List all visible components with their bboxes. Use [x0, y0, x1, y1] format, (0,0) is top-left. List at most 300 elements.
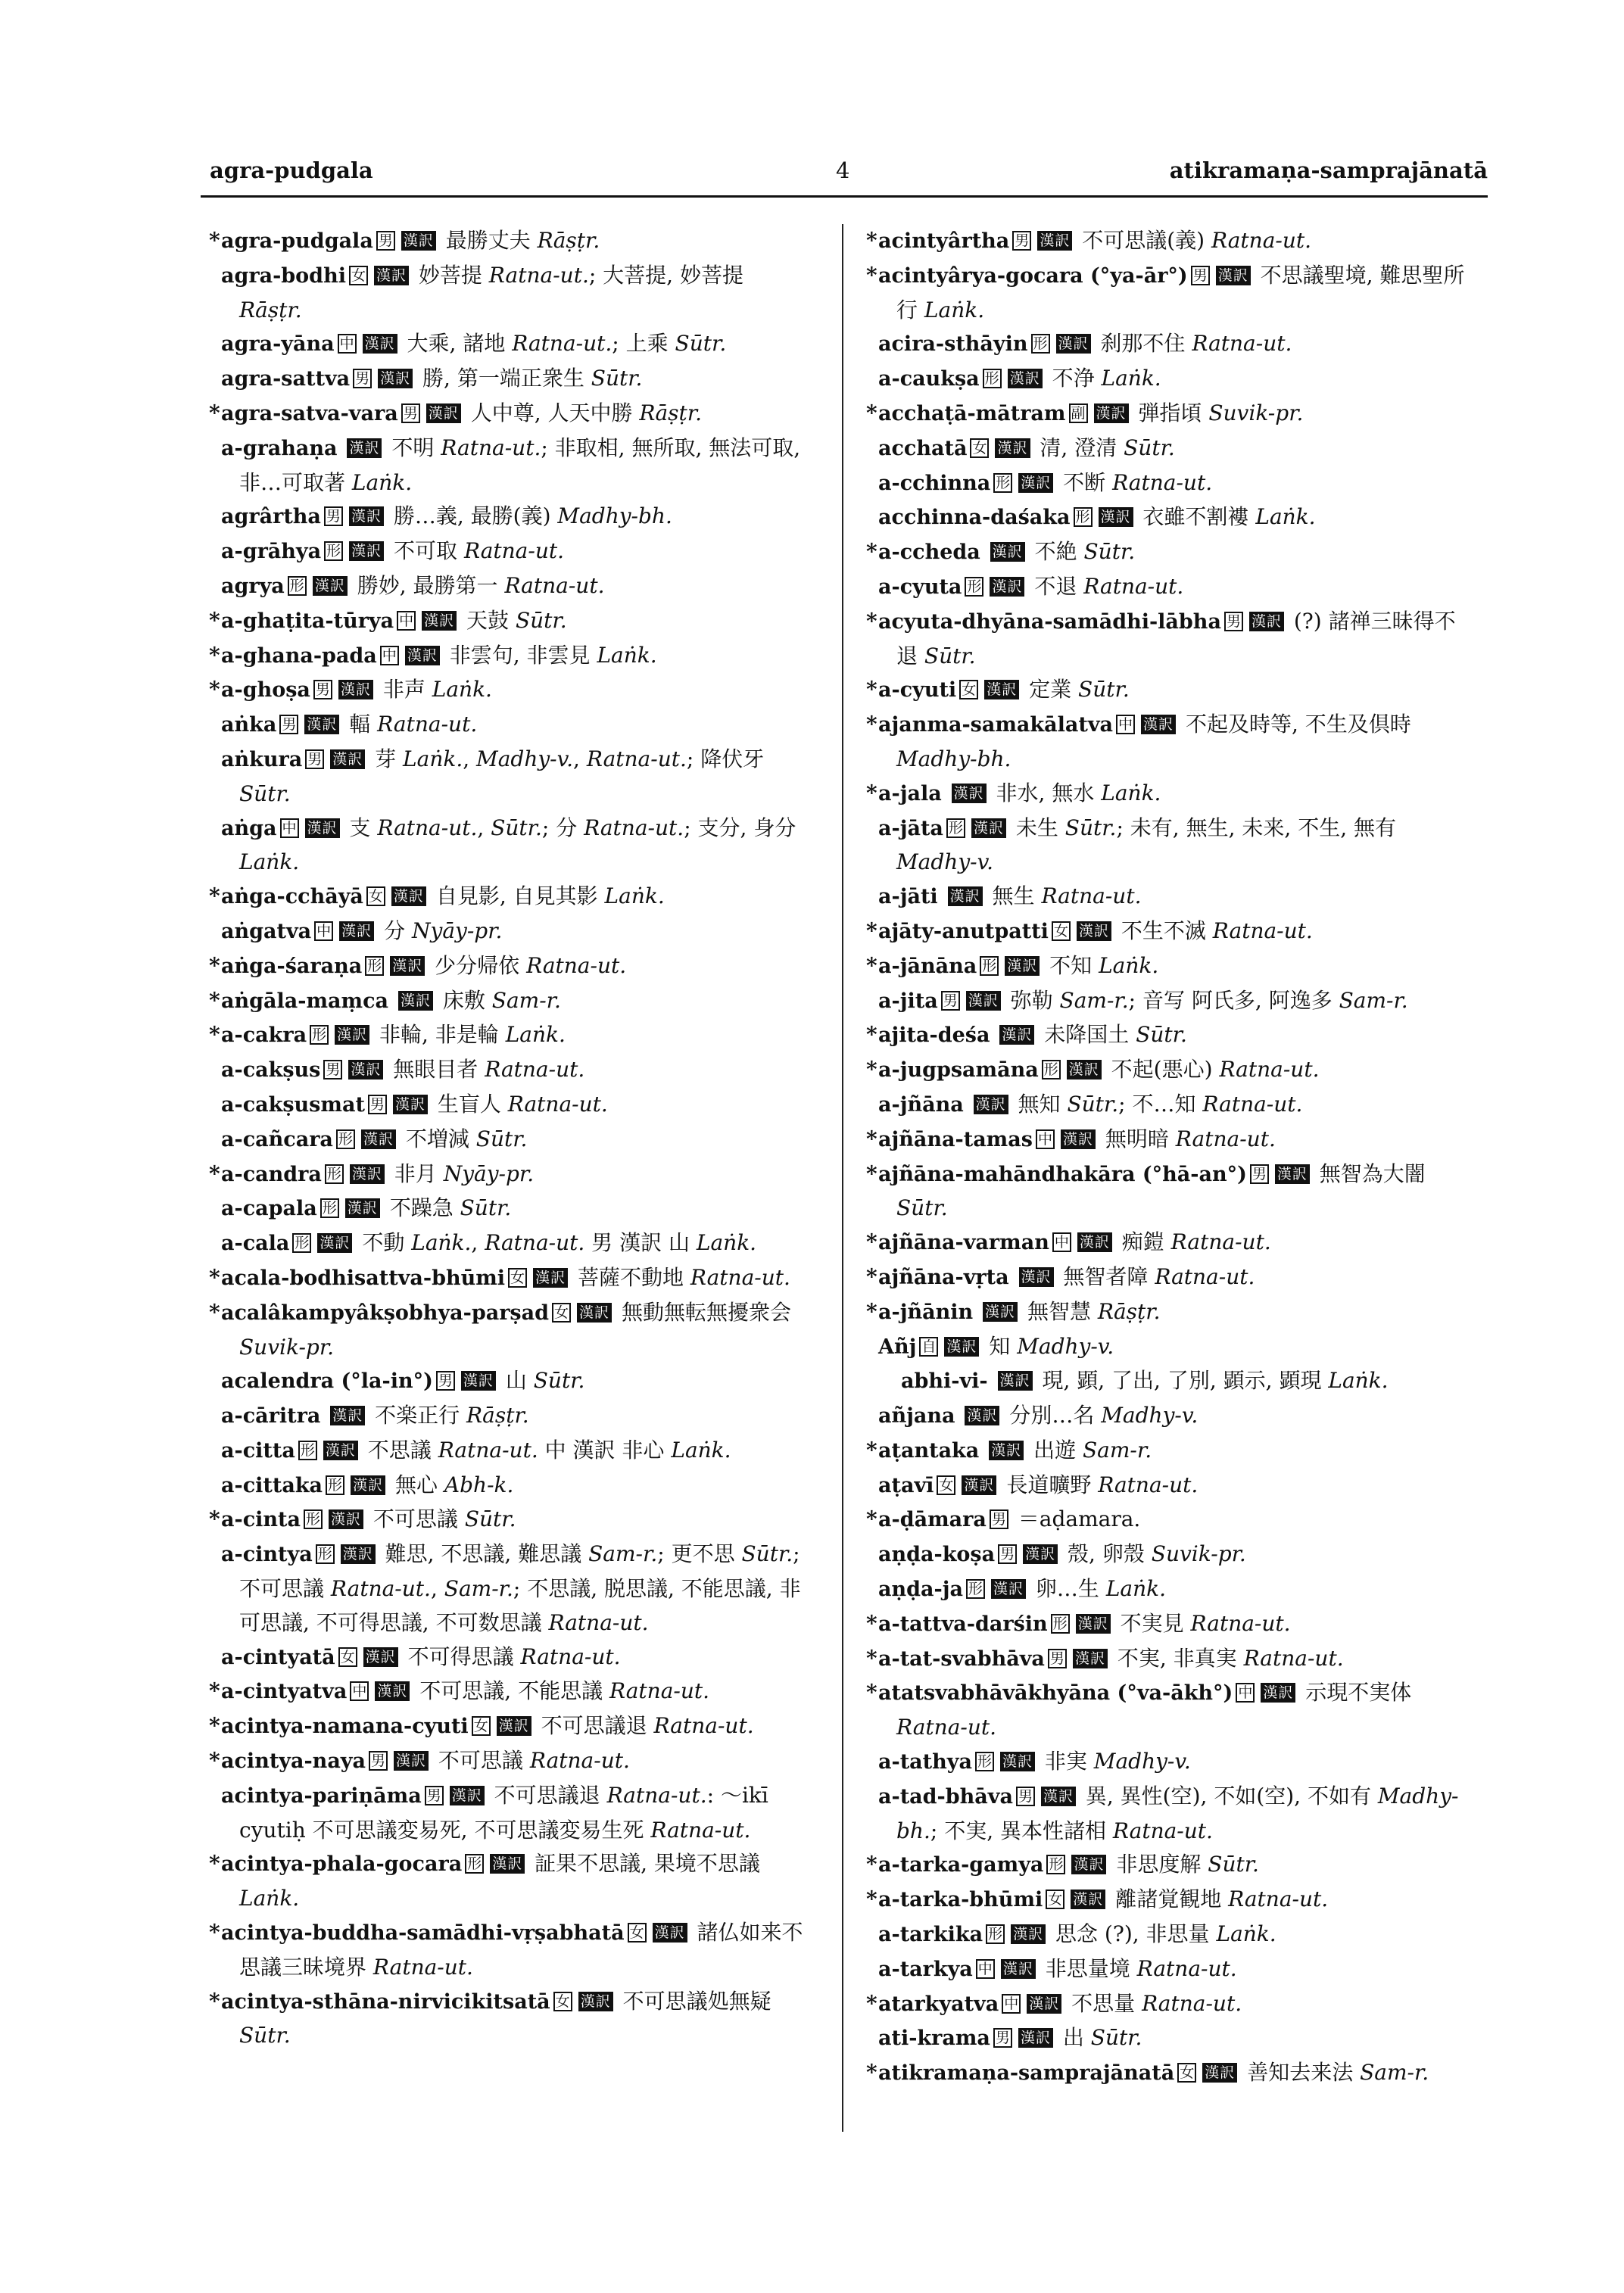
entry-headword: agra-sattva — [221, 367, 351, 391]
translation-tag: 漢訳 — [401, 231, 436, 251]
entry-headword: aṅgāla-maṃca — [221, 989, 389, 1013]
entry-headword: a-ghana-pada — [221, 643, 377, 668]
column-rule — [842, 224, 843, 2132]
dictionary-entry — [198, 1744, 812, 1779]
grammar-tag: 中 — [397, 611, 416, 631]
entry-headword: acintya-phala-gocara — [221, 1852, 463, 1877]
entry-headword: atarkyatva — [878, 1992, 999, 2016]
entry-headword: ajāty-anutpatti — [878, 919, 1049, 943]
entry-headword: aṇḍa-koṣa — [878, 1543, 996, 1567]
entry-definition: 芽 Laṅk., Madhy-v., Ratna-ut.; 降伏牙 Sūtr. — [239, 746, 765, 806]
grammar-tag: 形 — [336, 1129, 355, 1149]
entry-definition: 無生 Ratna-ut. — [985, 883, 1142, 909]
translation-tag: 漢訳 — [962, 1475, 996, 1495]
translation-tag: 漢訳 — [995, 438, 1030, 458]
entry-headword: a-capala — [221, 1197, 317, 1221]
entry-headword: a-cchinna — [878, 471, 991, 495]
entry-headword: acchaṭā-mātram — [878, 401, 1066, 425]
entry-headword: a-tarkya — [878, 1957, 973, 1981]
grammar-tag: 男 — [368, 1095, 387, 1114]
entry-headword: a-tathya — [878, 1750, 972, 1774]
grammar-tag: 形 — [1051, 1614, 1070, 1634]
grammar-tag: 中 — [380, 646, 399, 665]
grammar-tag: 男 — [1012, 231, 1031, 251]
dictionary-entry — [198, 743, 812, 812]
entry-definition: 不躁急 Sūtr. — [382, 1195, 512, 1221]
translation-tag: 漢訳 — [533, 1268, 568, 1288]
entry-definition: 妙菩提 Ratna-ut.; 大菩提, 妙菩提 Rāṣṭr. — [239, 262, 743, 322]
entry-definition: 非実 Madhy-v. — [1037, 1749, 1191, 1774]
translation-tag: 漢訳 — [422, 611, 457, 631]
grammar-tag: 形 — [316, 1544, 335, 1564]
entry-definition: 非思量境 Ratna-ut. — [1038, 1955, 1237, 1981]
entry-definition: 不浄 Laṅk. — [1045, 366, 1161, 391]
translation-tag: 漢訳 — [1275, 1164, 1310, 1184]
grammar-tag: 中 — [1236, 1683, 1255, 1703]
entry-definition: 善知去来法 Sam-r. — [1240, 2060, 1429, 2086]
dictionary-entry — [198, 1296, 812, 1365]
grammar-tag: 女 — [1052, 921, 1071, 941]
translation-tag: 漢訳 — [999, 1025, 1034, 1045]
grammar-tag: 形 — [983, 369, 1002, 388]
entry-definition: 知 Madhy-v. — [982, 1333, 1114, 1359]
entry-headword: Añj — [878, 1335, 917, 1359]
grammar-tag: 男 — [401, 403, 420, 423]
entry-asterisk: * — [866, 918, 877, 943]
dictionary-entry — [856, 1918, 1469, 1952]
entry-headword: a-jala — [878, 781, 942, 805]
translation-tag: 漢訳 — [1094, 403, 1129, 423]
entry-definition: 勝…義, 最勝(義) Madhy-bh. — [386, 503, 672, 529]
grammar-tag: 形 — [993, 473, 1012, 493]
translation-tag: 漢訳 — [578, 1992, 613, 2011]
entry-asterisk: * — [866, 1610, 877, 1636]
grammar-tag: 中 — [1002, 1994, 1021, 2014]
dictionary-entry — [198, 362, 812, 397]
entry-asterisk: * — [866, 400, 877, 425]
grammar-tag: 男 — [279, 715, 298, 734]
grammar-tag: 形 — [310, 1025, 329, 1045]
entry-definition: 少分帰依 Ratna-ut. — [428, 952, 627, 978]
grammar-tag: 女 — [937, 1475, 955, 1495]
entry-asterisk: * — [866, 1263, 877, 1289]
entry-definition: 不可思議 Sūtr. — [366, 1506, 516, 1532]
entry-definition: 分 Nyāy-pr. — [377, 918, 503, 943]
dictionary-entry — [198, 1123, 812, 1157]
dictionary-entry — [198, 1018, 812, 1053]
entry-definition: 人中尊, 人天中勝 Rāṣṭr. — [463, 400, 703, 425]
grammar-tag: 男 — [436, 1371, 455, 1391]
grammar-tag: 女 — [959, 680, 978, 699]
entry-asterisk: * — [209, 1506, 220, 1532]
entry-definition: 不可思議処無疑 Sūtr. — [239, 1988, 771, 2048]
entry-asterisk: * — [209, 400, 220, 425]
entry-headword: a-cakṣusmat — [221, 1092, 365, 1117]
entry-definition: 不可思議退 Ratna-ut. — [534, 1713, 754, 1739]
entry-definition: 非思度解 Sūtr. — [1109, 1852, 1259, 1877]
translation-tag: 漢訳 — [304, 715, 339, 734]
entry-asterisk: * — [866, 1057, 877, 1083]
grammar-tag: 男 — [998, 1544, 1017, 1564]
dictionary-entry — [198, 569, 812, 604]
entry-definition: 不可思議, 不能思議 Ratna-ut. — [413, 1678, 710, 1704]
translation-tag: 漢訳 — [349, 506, 384, 526]
translation-tag: 漢訳 — [971, 818, 1006, 838]
entry-headword: aṅka — [221, 713, 277, 737]
grammar-tag: 女 — [1046, 1890, 1064, 1909]
entry-headword: agra-yāna — [221, 332, 335, 357]
entry-definition: 勝, 第一端正衆生 Sūtr. — [416, 366, 643, 391]
entry-headword: abhi-vi- — [901, 1369, 988, 1394]
translation-tag: 漢訳 — [1249, 612, 1284, 631]
translation-tag: 漢訳 — [1073, 1649, 1108, 1668]
dictionary-entry — [856, 327, 1469, 362]
entry-asterisk: * — [866, 1126, 877, 1151]
entry-definition: 無動無転無擾衆会 Suvik-pr. — [239, 1299, 791, 1360]
dictionary-entry — [856, 1260, 1469, 1295]
translation-tag: 漢訳 — [1261, 1683, 1295, 1703]
translation-tag: 漢訳 — [984, 680, 1019, 699]
translation-tag: 漢訳 — [345, 1198, 380, 1218]
entry-headword: acintya-sthāna-nirvicikitsatā — [221, 1989, 550, 2014]
entry-definition: 不明 Ratna-ut.; 非取相, 無所取, 無法可取, 非…可取著 Laṅk. — [239, 435, 801, 495]
grammar-tag: 中 — [1036, 1129, 1055, 1149]
grammar-tag: 女 — [970, 438, 989, 458]
grammar-tag: 中 — [1052, 1232, 1071, 1252]
entry-headword: a-cittaka — [221, 1473, 323, 1497]
entry-headword: aṭavī — [878, 1473, 934, 1497]
entry-asterisk: * — [209, 1022, 220, 1048]
entry-headword: aṅkura — [221, 747, 303, 771]
entry-headword: a-grāhya — [221, 540, 322, 564]
translation-tag: 漢訳 — [490, 1854, 525, 1874]
dictionary-entry — [198, 1261, 812, 1296]
translation-tag: 漢訳 — [390, 956, 425, 976]
entry-headword: aṇḍa-ja — [878, 1578, 963, 1602]
dictionary-entry — [198, 1434, 812, 1469]
grammar-tag: 形 — [946, 818, 965, 838]
translation-tag: 漢訳 — [1023, 1544, 1058, 1564]
entry-asterisk: * — [209, 1713, 220, 1739]
translation-tag: 漢訳 — [1061, 1129, 1096, 1149]
entry-headword: aṅgatva — [221, 919, 312, 943]
entry-asterisk: * — [866, 780, 877, 805]
entry-headword: a-tarka-bhūmi — [878, 1888, 1043, 1912]
translation-tag: 漢訳 — [398, 991, 433, 1011]
entry-definition: 不動 Laṅk., Ratna-ut. 男 漢訳 山 Laṅk. — [355, 1230, 757, 1256]
translation-tag: 漢訳 — [363, 1647, 398, 1667]
dictionary-entry — [198, 534, 812, 569]
translation-tag: 漢訳 — [989, 1441, 1024, 1460]
dictionary-entry — [856, 1123, 1469, 1157]
translation-tag: 漢訳 — [1019, 1267, 1054, 1287]
entry-definition: 非水, 無水 Laṅk. — [989, 780, 1161, 805]
entry-definition: 難思, 不思議, 難思議 Sam-r.; 更不思 Sūtr.; 不可思議 Ratna-ut., Sam-r.; 不思議, 脱思議, 不能思議, 非可思議, 不可得思議, 不可数思議 Ratna-ut. — [239, 1541, 801, 1635]
grammar-tag: 形 — [1046, 1855, 1065, 1874]
entry-definition: 未降国土 Sūtr. — [1037, 1022, 1187, 1048]
grammar-tag: 形 — [965, 577, 983, 597]
entry-definition: 非声 Laṅk. — [376, 677, 492, 703]
entry-headword: a-cāritra — [221, 1404, 321, 1428]
entry-headword: a-ghoṣa — [221, 678, 310, 703]
dictionary-entry — [198, 984, 812, 1019]
entry-definition: 卵…生 Laṅk. — [1029, 1576, 1166, 1602]
entry-asterisk: * — [866, 1229, 877, 1255]
left-column — [198, 224, 812, 2053]
entry-definition: 無智者障 Ratna-ut. — [1056, 1263, 1255, 1289]
entry-headword: a-cintyatva — [221, 1680, 348, 1704]
dictionary-entry — [198, 1364, 812, 1399]
translation-tag: 漢訳 — [330, 1406, 365, 1425]
translation-tag: 漢訳 — [375, 1681, 410, 1701]
entry-definition: 不思議 Ratna-ut. 中 漢訳 非心 Laṅk. — [360, 1437, 731, 1463]
entry-headword: acchatā — [878, 436, 968, 460]
dictionary-entry — [856, 914, 1469, 949]
dictionary-entry — [198, 431, 812, 500]
dictionary-entry — [856, 1642, 1469, 1677]
translation-tag: 漢訳 — [1001, 1959, 1036, 1979]
translation-tag: 漢訳 — [393, 1095, 428, 1114]
dictionary-entry — [198, 1640, 812, 1675]
translation-tag: 漢訳 — [450, 1786, 485, 1805]
dictionary-entry — [856, 777, 1469, 812]
entry-definition: 無智慧 Rāṣṭr. — [1021, 1298, 1161, 1324]
entry-asterisk: * — [866, 1990, 877, 2016]
dictionary-entry — [856, 535, 1469, 570]
grammar-tag: 形 — [1042, 1060, 1061, 1080]
entry-definition: 輻 Ratna-ut. — [342, 712, 478, 737]
grammar-tag: 形 — [966, 1579, 985, 1599]
entry-definition: 不思議聖境, 難思聖所行 Laṅk. — [896, 262, 1465, 322]
dictionary-entry — [856, 1883, 1469, 1918]
dictionary-entry — [856, 431, 1469, 466]
dictionary-entry — [856, 1987, 1469, 2022]
translation-tag: 漢訳 — [577, 1303, 612, 1323]
translation-tag: 漢訳 — [1202, 2063, 1237, 2083]
entry-definition: 無智為大闇 Sūtr. — [896, 1161, 1426, 1221]
dictionary-entry — [198, 1088, 812, 1123]
translation-tag: 漢訳 — [317, 1233, 352, 1253]
grammar-tag: 女 — [553, 1992, 572, 2011]
entry-headword: agra-pudgala — [221, 229, 373, 253]
translation-tag: 漢訳 — [1005, 956, 1040, 976]
dictionary-entry — [198, 1469, 812, 1503]
grammar-tag: 形 — [324, 541, 343, 561]
grammar-tag: 形 — [1074, 507, 1093, 527]
entry-definition: 自見影, 自見其影 Laṅk. — [429, 883, 665, 909]
dictionary-entry — [198, 914, 812, 949]
grammar-tag: 中 — [338, 334, 357, 354]
entry-asterisk: * — [866, 1852, 877, 1877]
entry-headword: a-jāta — [878, 816, 943, 840]
dictionary-entry — [856, 1745, 1469, 1780]
dictionary-entry — [198, 673, 812, 708]
grammar-tag: 女 — [472, 1716, 491, 1736]
entry-headword: a-tarkika — [878, 1923, 983, 1947]
translation-tag: 漢訳 — [391, 886, 426, 906]
translation-tag: 漢訳 — [348, 1060, 383, 1080]
grammar-tag: 男 — [993, 2028, 1012, 2048]
grammar-tag: 女 — [349, 266, 368, 285]
translation-tag: 漢訳 — [335, 1025, 369, 1045]
entry-definition: 不起(悪心) Ratna-ut. — [1104, 1057, 1320, 1083]
dictionary-entry — [856, 984, 1469, 1019]
grammar-tag: 男 — [323, 1060, 342, 1080]
entry-headword: a-citta — [221, 1438, 295, 1463]
entry-definition: 無心 Abh-k. — [388, 1472, 514, 1497]
dictionary-entry — [856, 708, 1469, 777]
grammar-tag: 女 — [366, 886, 385, 906]
translation-tag: 漢訳 — [966, 991, 1001, 1011]
entry-headword: a-jita — [878, 989, 938, 1013]
translation-tag: 漢訳 — [1027, 1994, 1061, 2014]
translation-tag: 漢訳 — [1000, 1752, 1035, 1771]
entry-headword: a-cala — [221, 1232, 290, 1256]
grammar-tag: 形 — [292, 1233, 311, 1253]
grammar-tag: 形 — [975, 1752, 994, 1771]
entry-definition: 不可思議(義) Ratna-ut. — [1075, 228, 1312, 253]
entry-asterisk: * — [209, 1748, 220, 1774]
entry-headword: a-tat-svabhāva — [878, 1647, 1045, 1671]
entry-definition: 最勝丈夫 Rāṣṭr. — [438, 228, 600, 253]
entry-headword: atikramaṇa-samprajānatā — [878, 2061, 1175, 2086]
dictionary-entry — [856, 1330, 1469, 1365]
translation-tag: 漢訳 — [653, 1923, 687, 1943]
translation-tag: 漢訳 — [363, 334, 397, 354]
dictionary-entry — [856, 1848, 1469, 1883]
translation-tag: 漢訳 — [1071, 1890, 1105, 1909]
entry-headword: acintya-buddha-samādhi-vṛṣabhatā — [221, 1921, 625, 1946]
entry-definition: 不絶 Sūtr. — [1027, 539, 1136, 565]
grammar-tag: 中 — [976, 1959, 995, 1979]
grammar-tag: 副 — [1069, 403, 1088, 423]
entry-asterisk: * — [209, 952, 220, 978]
entry-asterisk: * — [866, 677, 877, 703]
grammar-tag: 形 — [365, 956, 384, 976]
dictionary-entry — [856, 1088, 1469, 1123]
translation-tag: 漢訳 — [948, 886, 983, 906]
dictionary-entry — [198, 500, 812, 534]
entry-asterisk: * — [209, 987, 220, 1013]
entry-headword: acintyârtha — [878, 229, 1010, 253]
dictionary-entry — [856, 362, 1469, 397]
dictionary-entry — [856, 1053, 1469, 1088]
entry-asterisk: * — [209, 1161, 220, 1186]
entry-definition: 定業 Sūtr. — [1022, 677, 1130, 703]
entry-definition: 未生 Sūtr.; 未有, 無生, 未来, 不生, 無有 Madhy-v. — [896, 815, 1397, 875]
dictionary-entry — [856, 224, 1469, 259]
translation-tag: 漢訳 — [965, 1406, 999, 1425]
entry-headword: ajita-deśa — [878, 1023, 990, 1048]
dictionary-entry — [856, 1295, 1469, 1330]
entry-definition: 清, 澄清 Sūtr. — [1033, 435, 1175, 460]
translation-tag: 漢訳 — [1067, 1060, 1102, 1080]
entry-headword: agrya — [221, 574, 285, 598]
translation-tag: 漢訳 — [952, 784, 987, 803]
dictionary-entry — [198, 327, 812, 362]
translation-tag: 漢訳 — [1037, 231, 1072, 251]
entry-definition: 不可思議退 Ratna-ut.: ～ikī cyutiḥ 不可思議変易死, 不可思議変易生死 Ratna-ut. — [239, 1782, 768, 1843]
entry-definition: 天鼓 Sūtr. — [460, 607, 567, 633]
translation-tag: 漢訳 — [374, 266, 409, 285]
translation-tag: 漢訳 — [361, 1129, 396, 1149]
entry-definition: 勝妙, 最勝第一 Ratna-ut. — [350, 572, 605, 598]
entry-headword: ajñāna-tamas — [878, 1127, 1033, 1151]
translation-tag: 漢訳 — [461, 1371, 496, 1391]
dictionary-entry — [856, 1469, 1469, 1503]
translation-tag: 漢訳 — [305, 818, 340, 838]
grammar-tag: 男 — [941, 991, 960, 1011]
entry-headword: a-ḍāmara — [878, 1508, 987, 1532]
entry-asterisk: * — [209, 1851, 220, 1877]
dictionary-entry — [198, 1157, 812, 1192]
entry-headword: a-cyuti — [878, 678, 957, 703]
entry-definition: 不増減 Sūtr. — [398, 1126, 528, 1151]
dictionary-entry — [198, 259, 812, 328]
entry-definition: (?) 諸禅三昧得不退 Sūtr. — [896, 608, 1456, 668]
grammar-tag: 男 — [425, 1786, 444, 1805]
grammar-tag: 中 — [314, 921, 333, 941]
entry-definition: 非輪, 非是輪 Laṅk. — [372, 1022, 566, 1048]
translation-tag: 漢訳 — [1141, 715, 1176, 734]
entry-definition: 床敷 Sam-r. — [435, 987, 561, 1013]
entry-headword: a-candra — [221, 1162, 322, 1186]
entry-headword: aṅga-śaraṇa — [221, 954, 363, 978]
translation-tag: 漢訳 — [1216, 266, 1251, 285]
entry-definition: 不実見 Ratna-ut. — [1113, 1610, 1291, 1636]
entry-headword: a-tarka-gamya — [878, 1853, 1044, 1877]
dictionary-entry — [198, 224, 812, 259]
grammar-tag: 男 — [324, 506, 343, 526]
entry-definition: 長道曠野 Ratna-ut. — [999, 1472, 1199, 1497]
entry-headword: a-cintya — [221, 1543, 313, 1567]
entry-headword: ajñāna-mahāndhakāra (°hā-an°) — [878, 1162, 1247, 1186]
entry-definition: 諸仏如来不思議三昧境界 Ratna-ut. — [239, 1920, 803, 1980]
translation-tag: 漢訳 — [1056, 334, 1091, 354]
entry-asterisk: * — [209, 607, 220, 633]
entry-definition: 不楽正行 Rāṣṭr. — [368, 1403, 529, 1428]
entry-definition: 非雲句, 非雲見 Laṅk. — [442, 642, 657, 668]
translation-tag: 漢訳 — [350, 1164, 385, 1184]
right-column — [856, 224, 1469, 2091]
dictionary-entry — [856, 1226, 1469, 1260]
entry-headword: acalâkampyâkṣobhya-parṣad — [221, 1301, 550, 1325]
entry-definition: 出 Sūtr. — [1055, 2025, 1142, 2051]
grammar-tag: 形 — [298, 1441, 317, 1460]
entry-headword: a-caukṣa — [878, 367, 980, 391]
running-head-right: atikramaṇa-samprajānatā — [1169, 157, 1488, 183]
entry-definition: 支 Ratna-ut., Sūtr.; 分 Ratna-ut.; 支分, 身分 Laṅk. — [239, 815, 796, 875]
translation-tag: 漢訳 — [394, 1751, 429, 1771]
entry-asterisk: * — [866, 952, 877, 978]
translation-tag: 漢訳 — [330, 749, 365, 769]
page-number: 4 — [836, 157, 850, 183]
entry-asterisk: * — [866, 1298, 877, 1324]
entry-headword: agra-bodhi — [221, 263, 346, 288]
grammar-tag: 男 — [305, 749, 324, 769]
grammar-tag: 形 — [320, 1198, 339, 1218]
entry-asterisk: * — [866, 1022, 877, 1048]
entry-headword: añjana — [878, 1404, 955, 1428]
entry-headword: a-grahaṇa — [221, 436, 338, 460]
entry-definition: 衣雖不割褸 Laṅk. — [1136, 504, 1316, 530]
entry-headword: agra-satva-vara — [221, 401, 398, 425]
dictionary-entry — [856, 466, 1469, 501]
translation-tag: 漢訳 — [323, 1441, 358, 1460]
entry-definition: 非月 Nyāy-pr. — [387, 1161, 535, 1186]
entry-definition: 大乘, 諸地 Ratna-ut.; 上乘 Sūtr. — [400, 331, 727, 357]
entry-asterisk: * — [209, 1988, 220, 2014]
